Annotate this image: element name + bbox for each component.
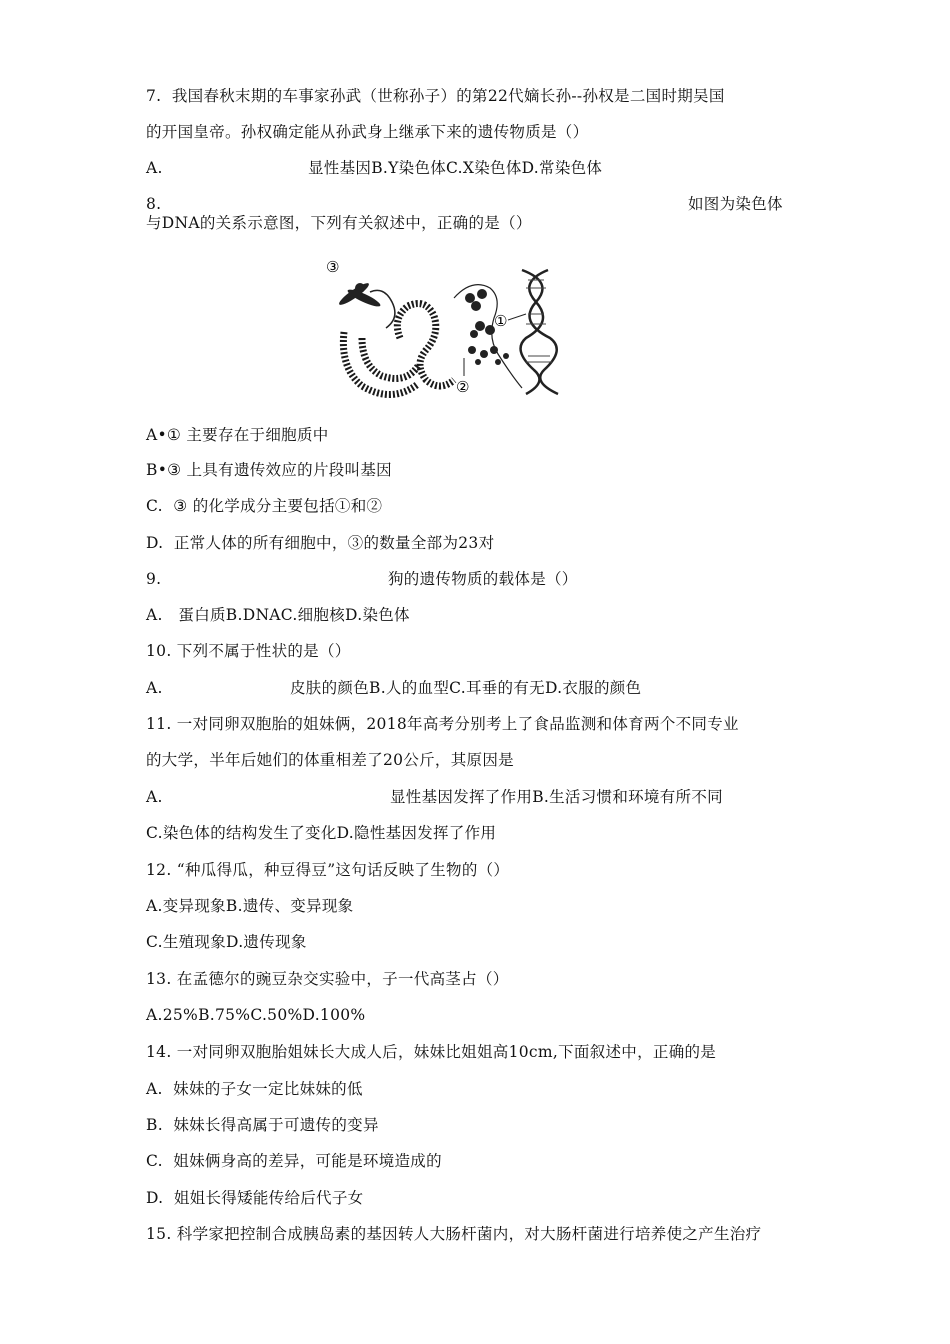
q14-option-b: B. 妹妹长得高属于可遗传的变异 (146, 1116, 379, 1134)
q8-number: 8. (146, 195, 162, 213)
q14-option-c: C. 姐妹俩身高的差异，可能是环境造成的 (146, 1152, 442, 1170)
q8-option-a: A•① 主要存在于细胞质中 (146, 426, 329, 444)
q14-option-d: D. 姐姐长得矮能传给后代子女 (146, 1189, 364, 1207)
q15-stem: 15. 科学家把控制合成胰岛素的基因转人大肠杆菌内，对大肠杆菌进行培养使之产生治疗 (146, 1225, 762, 1243)
q10-option-a-label: A. (146, 679, 163, 697)
q8-option-b: B•③ 上具有遗传效应的片段叫基因 (146, 461, 392, 479)
q9-stem: 狗的遗传物质的载体是（） (388, 570, 578, 588)
chromosome-dna-figure (322, 258, 570, 406)
q12-options-line2: C.生殖现象D.遗传现象 (146, 933, 307, 951)
q7-stem-line1: 7. 我国春秋末期的车事家孙武（世称孙子）的第22代嫡长孙--孙权是二国时期吴国 (146, 87, 725, 105)
coiled-fiber (343, 304, 454, 395)
figure-label-1: ① (494, 312, 508, 330)
q13-options: A.25%B.75%C.50%D.100% (146, 1006, 366, 1024)
q9-number: 9. (146, 570, 162, 588)
figure-label-2: ② (456, 378, 470, 396)
dna-double-helix (521, 270, 558, 394)
q10-stem: 10. 下列不属于性状的是（） (146, 642, 351, 660)
q8-option-c: C. ③ 的化学成分主要包括①和② (146, 497, 383, 515)
q7-option-a-label: A. (146, 159, 163, 177)
q9-options: A. 蛋白质B.DNAC.细胞核D.染色体 (146, 606, 410, 624)
q7-stem-line2: 的开国皇帝。孙权确定能从孙武身上继承下来的遗传物质是（） (146, 123, 589, 141)
chromosome-dna-illustration (322, 258, 570, 406)
q11-options-line2: C.染色体的结构发生了变化D.隐性基因发挥了作用 (146, 824, 497, 842)
q12-options-line1: A.变异现象B.遗传、变异现象 (146, 897, 354, 915)
q11-stem-line2: 的大学，半年后她们的体重相差了20公斤，其原因是 (146, 751, 514, 769)
q14-option-a: A. 妹妹的子女一定比妹妹的低 (146, 1080, 363, 1098)
chromosome-shape (337, 280, 382, 309)
q11-options-line1: 显性基因发挥了作用B.生活习惯和环境有所不同 (390, 788, 723, 806)
q8-option-d: D. 正常人体的所有细胞中，③的数量全部为23对 (146, 534, 495, 552)
figure-label-3: ③ (326, 258, 340, 276)
q11-stem-line1: 11. 一对同卵双胞胎的姐妹俩，2018年高考分别考上了食品监测和体育两个不同专业 (146, 715, 739, 733)
q13-stem: 13. 在孟德尔的豌豆杂交实验中，子一代高茎占（） (146, 970, 509, 988)
q11-option-a-label: A. (146, 788, 163, 806)
q7-options: 显性基因B.Y染色体C.X染色体D.常染色体 (308, 159, 603, 177)
q8-stem-line2: 与DNA的关系示意图，下列有关叙述中，正确的是（） (146, 214, 532, 232)
q10-options: 皮肤的颜色B.人的血型C.耳垂的有无D.衣服的颜色 (290, 679, 642, 697)
q8-stem-right: 如图为染色体 (688, 195, 783, 213)
q14-stem: 14. 一对同卵双胞胎姐妹长大成人后，妹妹比姐姐高10cm,下面叙述中，正确的是 (146, 1043, 717, 1061)
q12-stem: 12. “种瓜得瓜，种豆得豆”这句话反映了生物的（） (146, 861, 510, 879)
